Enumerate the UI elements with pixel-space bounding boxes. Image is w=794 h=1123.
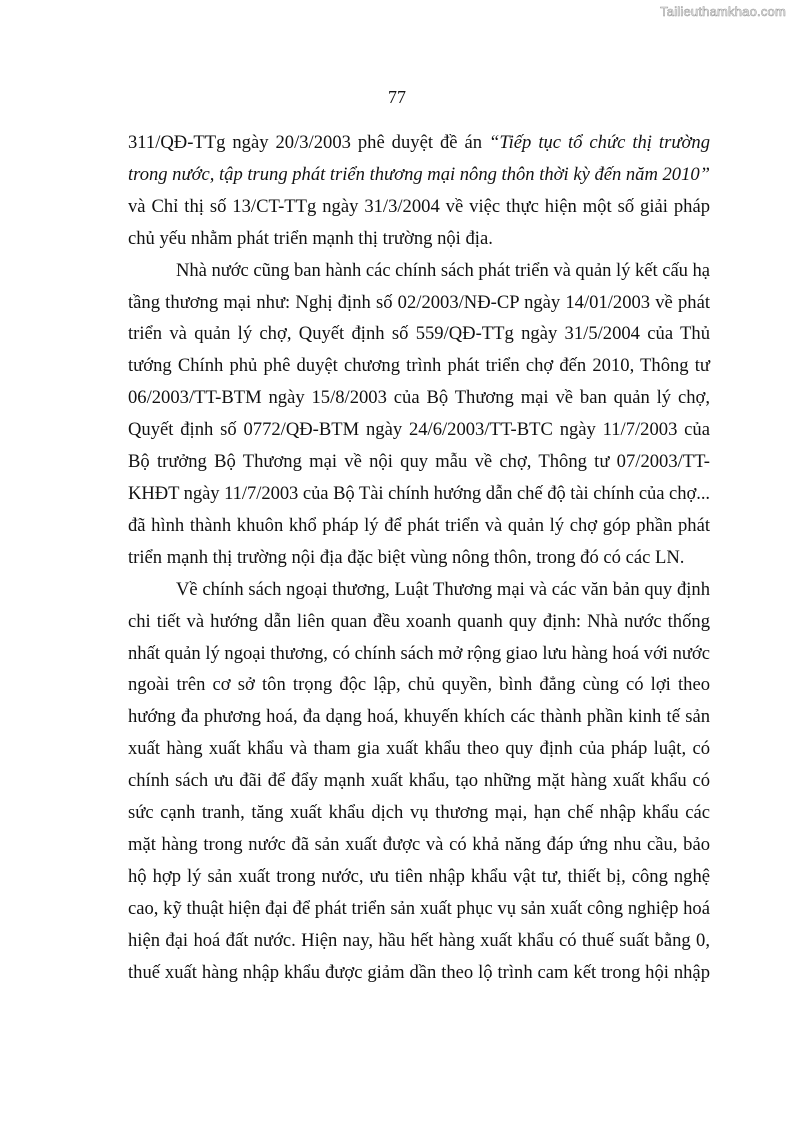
text-line — [128, 350, 710, 382]
text-segment: đã hình thành khuôn khổ pháp lý để phát triển và quản lý chợ góp phần phát — [128, 514, 710, 536]
text-line — [128, 701, 710, 733]
text-line — [128, 510, 710, 542]
text-line — [128, 861, 710, 893]
text-segment: chi tiết và hướng dẫn liên quan đều xoanh quanh quy định: Nhà nước thống — [128, 610, 710, 632]
text-line — [128, 287, 710, 319]
text-segment: nhất quản lý ngoại thương, có chính sách mở rộng giao lưu hàng hoá với nước — [128, 642, 710, 664]
text-segment: tầng thương mại như: Nghị định số 02/2003/NĐ-CP ngày 14/01/2003 về phát — [128, 291, 710, 313]
text-line — [128, 669, 710, 701]
text-segment: hướng đa phương hoá, đa dạng hoá, khuyến khích các thành phần kinh tế sản — [128, 706, 710, 728]
text-segment: 06/2003/TT-BTM ngày 15/8/2003 của Bộ Thương mại về ban quản lý chợ, — [128, 387, 710, 409]
paragraph — [128, 127, 710, 255]
text-line — [128, 382, 710, 414]
text-line — [128, 925, 710, 957]
text-segment: thuế xuất hàng nhập khẩu được giảm dần theo lộ trình cam kết trong hội nhập — [128, 961, 710, 983]
text-segment: triển và quản lý chợ, Quyết định số 559/QĐ-TTg ngày 31/5/2004 của Thủ — [128, 323, 710, 345]
text-line — [128, 893, 710, 925]
text-segment: Về chính sách ngoại thương, Luật Thương mại và các văn bản quy định — [176, 578, 710, 600]
text-line — [128, 414, 710, 446]
text-segment: hiện đại hoá đất nước. Hiện nay, hầu hết hàng xuất khẩu có thuế suất bằng 0, — [128, 929, 710, 951]
text-line — [128, 797, 710, 829]
text-segment: 311/QĐ-TTg ngày 20/3/2003 phê duyệt đề án — [128, 132, 489, 153]
text-line — [128, 255, 710, 287]
text-line — [128, 638, 710, 670]
text-line — [128, 733, 710, 765]
text-line — [128, 957, 710, 989]
text-line — [128, 829, 710, 861]
text-segment: tướng Chính phủ phê duyệt chương trình phát triển chợ đến 2010, Thông tư — [128, 355, 710, 377]
text-segment: Bộ trưởng Bộ Thương mại về nội quy mẫu về chợ, Thông tư 07/2003/TT- — [128, 451, 710, 473]
text-segment: KHĐT ngày 11/7/2003 của Bộ Tài chính hướng dẫn chế độ tài chính của chợ... — [128, 482, 710, 504]
text-segment: và Chỉ thị số 13/CT-TTg ngày 31/3/2004 về việc thực hiện một số giải pháp — [128, 195, 710, 217]
text-line — [128, 574, 710, 606]
text-segment: Quyết định số 0772/QĐ-BTM ngày 24/6/2003/TT-BTC ngày 11/7/2003 của — [128, 419, 710, 441]
text-line — [128, 223, 710, 255]
text-line — [128, 765, 710, 797]
italic-quote: trong nước, tập trung phát triển thương mại nông thôn thời kỳ đến năm 2010” — [128, 163, 710, 185]
text-segment: xuất hàng xuất khẩu và tham gia xuất khẩu theo quy định của pháp luật, có — [128, 738, 710, 760]
paragraph — [128, 574, 710, 989]
text-segment: cao, kỹ thuật hiện đại để phát triển sản xuất phục vụ sản xuất công nghiệp hoá — [128, 897, 710, 919]
text-line — [128, 159, 710, 191]
paragraph — [128, 255, 710, 574]
text-line — [128, 318, 710, 350]
text-segment: chính sách ưu đãi để đẩy mạnh xuất khẩu, tạo những mặt hàng xuất khẩu có — [128, 770, 710, 792]
text-line — [128, 191, 710, 223]
text-segment: chủ yếu nhằm phát triển mạnh thị trường nội địa. — [128, 227, 493, 249]
text-line — [128, 127, 710, 159]
document-body — [128, 127, 710, 988]
text-segment: mặt hàng trong nước đã sản xuất được và có khả năng đáp ứng nhu cầu, bảo — [128, 833, 710, 855]
site-watermark: Tailieuthamkhao.com — [660, 4, 786, 19]
page-number: 77 — [388, 87, 406, 107]
text-segment: triển mạnh thị trường nội địa đặc biệt vùng nông thôn, trong đó có các LN. — [128, 546, 685, 568]
text-line — [128, 606, 710, 638]
text-line — [128, 446, 710, 478]
text-segment: sức cạnh tranh, tăng xuất khẩu dịch vụ thương mại, hạn chế nhập khẩu các — [128, 802, 710, 824]
text-segment: Nhà nước cũng ban hành các chính sách phát triển và quản lý kết cấu hạ — [176, 259, 710, 281]
italic-quote: “Tiếp tục tổ chức thị trường — [488, 132, 710, 153]
text-line — [128, 542, 710, 574]
text-line — [128, 478, 710, 510]
text-segment: hộ hợp lý sản xuất trong nước, ưu tiên nhập khẩu vật tư, thiết bị, công nghệ — [128, 865, 710, 887]
text-segment: ngoài trên cơ sở tôn trọng độc lập, chủ quyền, bình đẳng cùng có lợi theo — [128, 674, 710, 696]
